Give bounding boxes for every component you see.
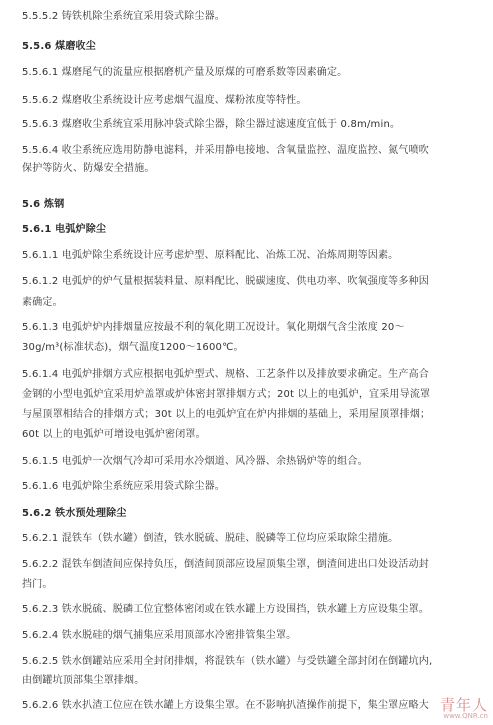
text-line: 5.5.6.2 煤磨收尘系统设计应考虑烟气温度、煤粉浓度等特性。 <box>22 95 307 106</box>
heading-5-6-1 <box>22 222 472 237</box>
text-line: 60t 以上的电弧炉可增设电弧炉密闭罩。 <box>22 429 206 440</box>
text-line: 5.6.2.5 铁水倒罐站应采用全封闭排烟，将混铁车（铁水罐）与受铁罐全部封闭在倒罐坑内, <box>22 656 433 667</box>
paragraph-5-5-5-2 <box>22 9 472 24</box>
text-line: 5.5.6.4 收尘系统应选用防静电滤料，并采用静电接地、含氧量监控、温度监控、氮气喷吹 <box>22 145 429 156</box>
text-line: 5.6.1.5 电弧炉一次烟气冷却可采用水冷烟道、风冷器、余热锅炉等的组合。 <box>22 456 368 467</box>
section-heading: 5.5.6 煤磨收尘 <box>22 41 96 52</box>
text-line: 5.6.1.2 电弧炉的炉气量根据装料量、原料配比、脱碳速度、供电功率、吹氧强度等多种因 <box>22 276 429 287</box>
text-line: 5.6.1.1 电弧炉除尘系统设计应考虑炉型、原料配比、冶炼工况、冶炼周期等因素。 <box>22 250 399 261</box>
text-line: 与屋顶罩相结合的排烟方式；30t 以上的电弧炉宜在炉内排烟的基础上，采用屋顶罩排烟； <box>22 409 431 420</box>
paragraph-5-6-2-6 <box>22 698 472 713</box>
text-line: 5.6.2.2 混铁车倒渣间应保持负压，倒渣间顶部应设屋顶集尘罩，倒渣间进出口处设活动封 <box>22 559 429 570</box>
paragraph-5-6-2-4 <box>22 628 472 643</box>
text-line: 挡门。 <box>22 579 53 590</box>
paragraph-5-6-2-3 <box>22 602 472 617</box>
paragraph-5-6-2-5 <box>22 654 472 688</box>
text-line: 5.6.2.1 混铁车（铁水罐）倒渣，铁水脱硫、脱硅、脱磷等工位均应采取除尘措施。 <box>22 533 399 544</box>
text-line: 5.6.2.6 铁水扒渣工位应在铁水罐上方设集尘罩。在不影响扒渣操作前提下，集尘罩应略大 <box>22 700 429 711</box>
text-line: 素确定。 <box>22 297 63 308</box>
watermark-logo <box>424 692 492 724</box>
section-heading: 5.6.2 铁水预处理除尘 <box>22 508 127 519</box>
paragraph-5-5-6-3 <box>22 117 472 132</box>
paragraph-5-5-6-1 <box>22 65 472 80</box>
watermark-url: www.QNR.cn <box>443 712 488 720</box>
text-line: 5.5.5.2 铸铁机除尘系统宜采用袋式除尘器。 <box>22 11 225 22</box>
text-line: 5.6.1.3 电弧炉炉内排烟量应按最不利的氧化期工况设计。氧化期烟气含尘浓度 20～ <box>22 322 405 333</box>
text-line: 5.5.6.1 煤磨尾气的流量应根据磨机产量及原煤的可磨系数等因素确定。 <box>22 67 348 78</box>
paragraph-5-6-2-1 <box>22 531 472 546</box>
text-line: 5.6.2.4 铁水脱硅的烟气捕集应采用顶部水冷密排管集尘罩。 <box>22 630 297 641</box>
paragraph-5-6-1-6 <box>22 479 472 494</box>
paragraph-5-6-1-5 <box>22 454 472 469</box>
paragraph-5-6-1-3 <box>22 320 472 355</box>
section-heading: 5.6 炼钢 <box>22 199 65 210</box>
text-line: 金钢的小型电弧炉宜采用炉盖罩或炉体密封罩排烟方式；20t 以上的电弧炉，宜采用导流罩 <box>22 389 431 400</box>
paragraph-5-5-6-4 <box>22 143 472 176</box>
heading-5-6 <box>22 197 472 212</box>
text-line: 5.6.1.4 电弧炉排烟方式应根据电弧炉型式、规格、工艺条件以及排放要求确定。生产高合 <box>22 369 429 380</box>
section-heading: 5.6.1 电弧炉除尘 <box>22 224 107 235</box>
text-line: 30g/m³(标准状态)，烟气温度1200～1600℃。 <box>22 342 244 353</box>
paragraph-5-6-1-4 <box>22 367 472 442</box>
text-line: 由倒罐坑顶部集尘罩排烟。 <box>22 675 145 686</box>
paragraph-5-6-1-2 <box>22 274 472 310</box>
paragraph-5-6-1-1 <box>22 248 472 263</box>
text-line: 5.6.2.3 铁水脱硫、脱磷工位宜整体密闭或在铁水罐上方设围挡，铁水罐上方应设集尘罩。 <box>22 604 429 615</box>
paragraph-5-5-6-2 <box>22 93 472 108</box>
heading-5-6-2 <box>22 506 472 521</box>
heading-5-5-6 <box>22 39 472 54</box>
watermark-title: 青年人 <box>439 696 488 714</box>
text-line: 5.5.6.3 煤磨收尘系统宜采用脉冲袋式除尘器，除尘器过滤速度宜低于 0.8m/min。 <box>22 119 401 130</box>
text-line: 保护等防火、防爆安全措施。 <box>22 163 155 174</box>
paragraph-5-6-2-2 <box>22 557 472 592</box>
text-line: 5.6.1.6 电弧炉除尘系统应采用袋式除尘器。 <box>22 481 225 492</box>
